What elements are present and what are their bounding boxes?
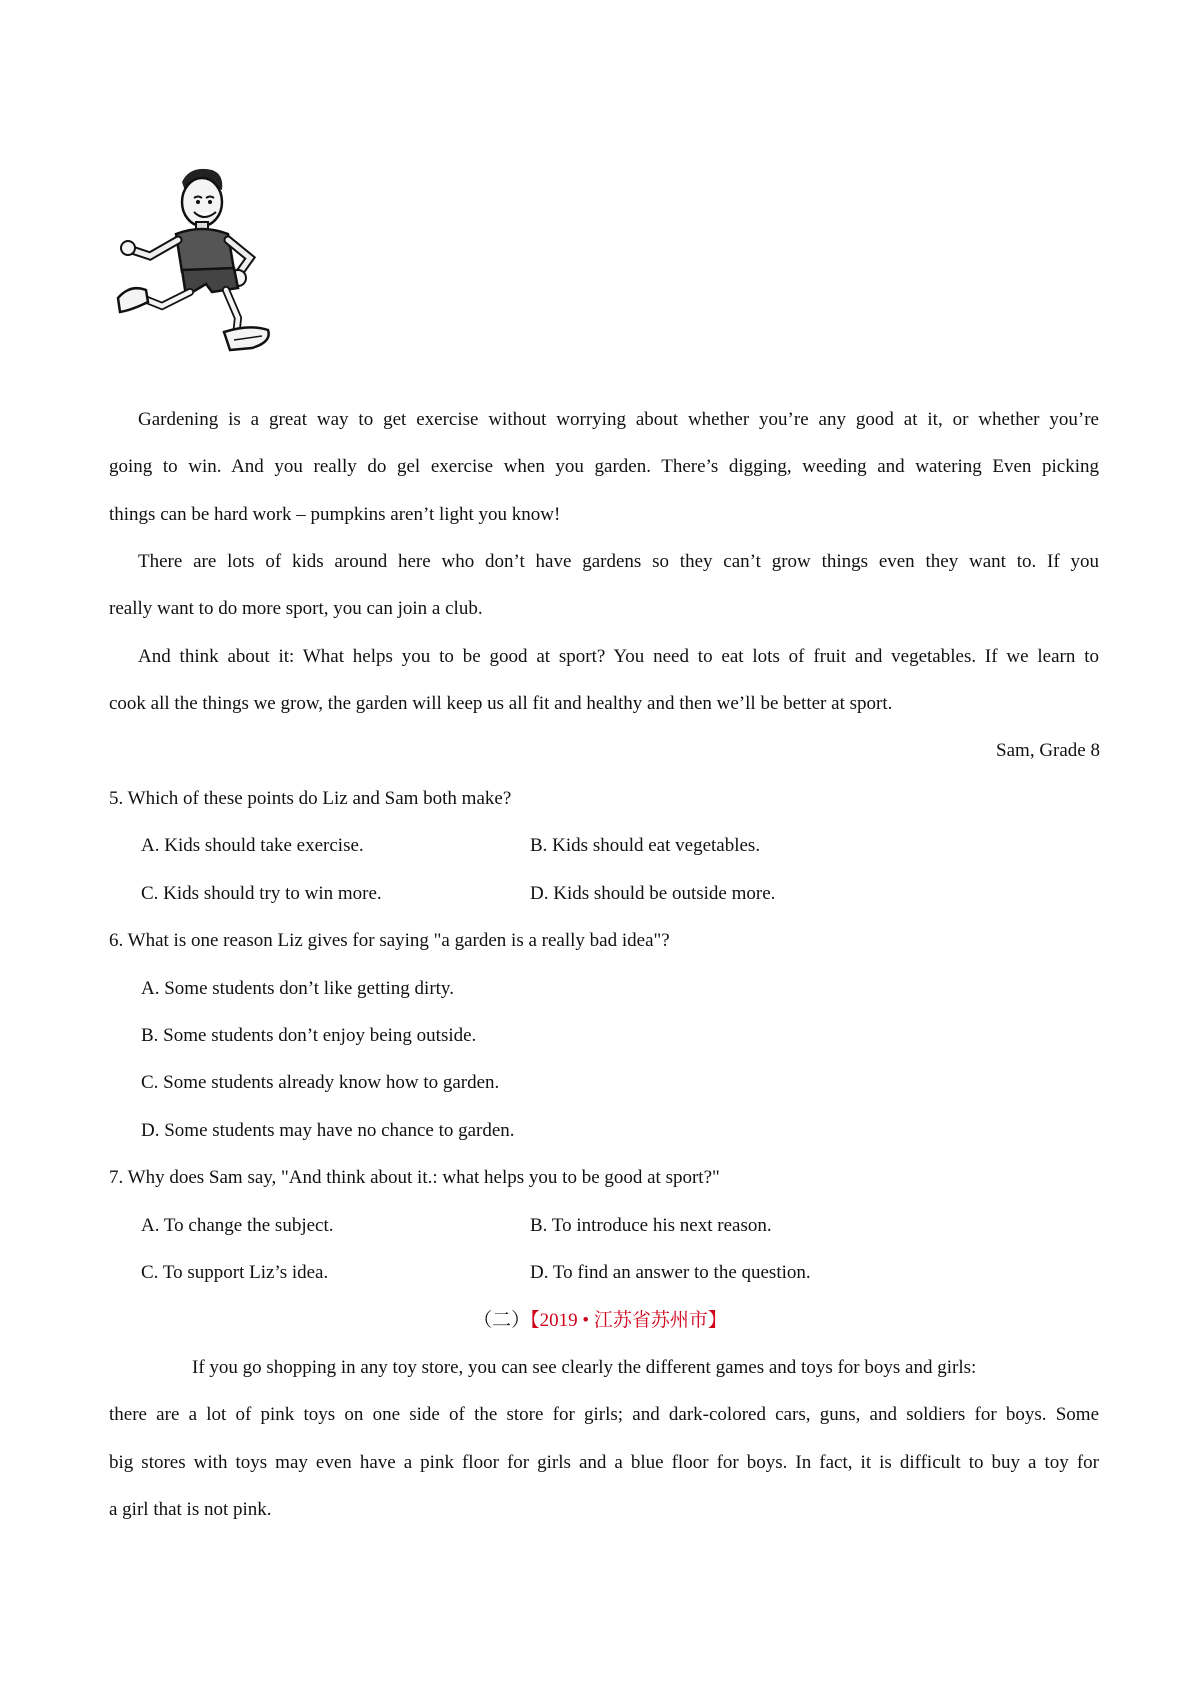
- question-6-option-c: C. Some students already know how to garden.: [141, 1072, 500, 1093]
- sam-p3-line2: cook all the things we grow, the garden will keep us all fit and healthy and then we’ll be better at sport.: [109, 693, 893, 714]
- section-2-source: 【2019 • 江苏省苏州市】: [530, 1310, 727, 1331]
- section-2-line1: If you go shopping in any toy store, you can see clearly the different games and toys for boys and girls:: [192, 1357, 977, 1378]
- section-2-heading: [0, 1309, 1200, 1333]
- section-2-line3: big stores with toys may even have a pink floor for girls and a blue floor for boys. In fact, it is difficult to buy a toy for: [109, 1452, 1099, 1473]
- section-2-number: （二）: [473, 1310, 531, 1331]
- question-5-stem: 5. Which of these points do Liz and Sam both make?: [109, 788, 512, 809]
- question-7-stem: 7. Why does Sam say, "And think about it.: what helps you to be good at sport?": [109, 1167, 720, 1188]
- section-2-line4: a girl that is not pink.: [109, 1499, 272, 1520]
- question-5-option-d: D. Kids should be outside more.: [530, 883, 776, 904]
- running-boy-icon: [112, 160, 292, 370]
- question-6-option-b: B. Some students don’t enjoy being outside.: [141, 1025, 477, 1046]
- question-6-option-a: A. Some students don’t like getting dirty.: [141, 978, 454, 999]
- sam-p2-line2: really want to do more sport, you can join a club.: [109, 598, 483, 619]
- question-5-option-a: A. Kids should take exercise.: [141, 835, 364, 856]
- sam-p2-line1: There are lots of kids around here who don’t have gardens so they can’t grow things even they want to. If you: [138, 551, 1099, 572]
- section-2-line2: there are a lot of pink toys on one side of the store for girls; and dark-colored cars, guns, and soldiers for boys. Some: [109, 1404, 1099, 1425]
- sam-p3-line1: And think about it: What helps you to be good at sport? You need to eat lots of fruit and vegetables. If we learn to: [138, 646, 1099, 667]
- question-7-option-d: D. To find an answer to the question.: [530, 1262, 811, 1283]
- question-6-stem: 6. What is one reason Liz gives for saying "a garden is a really bad idea"?: [109, 930, 670, 951]
- question-5-option-c: C. Kids should try to win more.: [141, 883, 382, 904]
- sam-p1-line2: going to win. And you really do gel exercise when you garden. There’s digging, weeding and watering Even picking: [109, 456, 1099, 477]
- sam-p1-line1: Gardening is a great way to get exercise without worrying about whether you’re any good at it, or whether you’re: [138, 409, 1099, 430]
- question-7-option-b: B. To introduce his next reason.: [530, 1215, 772, 1236]
- question-7-option-c: C. To support Liz’s idea.: [141, 1262, 329, 1283]
- question-5-option-b: B. Kids should eat vegetables.: [530, 835, 761, 856]
- signature: Sam, Grade 8: [996, 740, 1100, 761]
- question-6-option-d: D. Some students may have no chance to garden.: [141, 1120, 515, 1141]
- question-7-option-a: A. To change the subject.: [141, 1215, 334, 1236]
- sam-p1-line3: things can be hard work – pumpkins aren’t light you know!: [109, 504, 561, 525]
